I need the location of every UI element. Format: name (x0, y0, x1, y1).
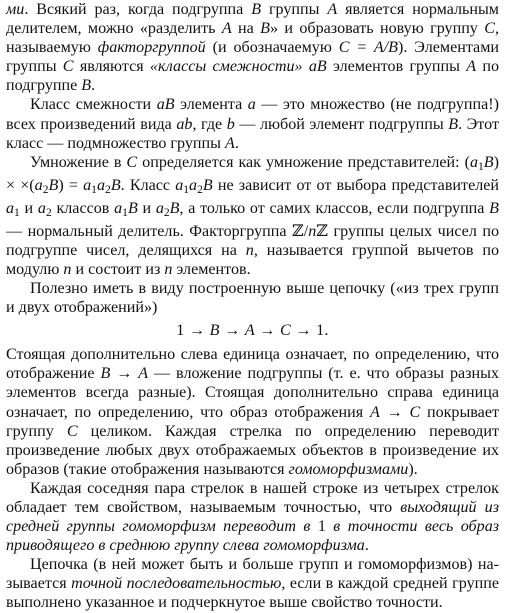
body-text: не зависит от от выбора представителей (212, 176, 499, 194)
body-text: . Класс (120, 176, 176, 194)
body-text: элементов группы (326, 58, 467, 76)
paragraph-p5 (6, 345, 499, 479)
body-text: — любой элемент подгруппы (234, 115, 449, 133)
math-symbol: B (48, 176, 59, 194)
body-text: по подгруппе (6, 58, 500, 95)
body-text: , а только от самих классов, если подгруппа (179, 199, 490, 217)
math-symbol: B (169, 199, 180, 217)
paragraph-p4 (6, 279, 499, 317)
paragraph-p7 (6, 555, 499, 612)
math-symbol: B (448, 115, 459, 133)
body-text: 1 (310, 518, 334, 536)
subscript: 2 (197, 182, 203, 196)
body-text: Каждая соседняя пара стрелок в нашей строке из четырех стрелок обладает тем свойством, называемым точностью, что (6, 479, 499, 517)
body-text: являются (73, 58, 150, 76)
emphasis-text: выходящий из средней группы гомоморфизм переводит в (6, 499, 499, 536)
subscript: 1 (478, 159, 484, 173)
math-symbol: aB (156, 96, 175, 114)
body-text: элемента (174, 96, 248, 114)
math-symbol: C (409, 403, 421, 421)
body-text: на (231, 20, 261, 38)
math-symbol: n (63, 260, 72, 278)
subscript: 2 (163, 205, 170, 219)
body-text: . Этот класс — подмножество группы (6, 115, 499, 152)
math-symbol: a (37, 199, 46, 217)
body-text: , где (192, 115, 227, 133)
emphasis-text: факторгруппой (97, 39, 206, 57)
math-symbol: a (83, 176, 92, 194)
math-symbol: B (209, 322, 220, 340)
math-symbol: A (221, 20, 232, 38)
body-text: 1 → (176, 322, 210, 340)
math-symbol: a (6, 199, 15, 217)
math-symbol: C (484, 20, 495, 38)
math-symbol: B (100, 365, 111, 383)
math-symbol: B (81, 77, 92, 95)
math-symbol: A (138, 365, 149, 383)
emphasis-text: точной последовательностью (71, 575, 282, 593)
math-symbol: B (251, 1, 262, 18)
math-symbol: B (127, 199, 138, 217)
math-symbol: C (280, 322, 292, 340)
math-symbol: a (189, 176, 198, 194)
subscript: 1 (122, 205, 128, 219)
paragraph-p3 (6, 153, 499, 279)
paragraph-p2 (6, 95, 499, 152)
body-text: , называется группой вычетов по модулю (6, 241, 500, 278)
math-symbol: a (247, 96, 256, 114)
body-text: — нормальный делитель. Факторгруппа ℤ/ (6, 222, 309, 240)
formula-chain (6, 321, 499, 340)
body-text: . (234, 134, 239, 152)
body-text: Полезно иметь в виду построенную выше цепочку («из трех групп и двух отображений») (6, 279, 499, 317)
math-symbol: b (226, 115, 235, 133)
emphasis-text: ми (6, 1, 25, 18)
math-symbol: C (126, 153, 138, 171)
body-text: элементов. (172, 260, 251, 278)
math-symbol: n (308, 222, 317, 240)
math-symbol: B (260, 20, 271, 38)
body-text: — вложение подгруппы (т. е. что образы разных элементов всегда разные). Стоящая дополнительно справа единица означает, по определению, что образ отображения (6, 365, 499, 421)
body-text: (и обозначаемую (205, 39, 339, 57)
math-symbol: B (202, 176, 213, 194)
body-text: Класс смежности (30, 96, 157, 114)
body-text: , если в каждой средней группе выполнено указанное и подчеркнутое выше свойство точности. (6, 575, 499, 612)
paragraph-p6 (6, 479, 499, 555)
body-text: Цепочка (в ней может быть и больше групп и гомоморфизмов) называется (6, 556, 499, 593)
emphasis-text: гомоморфизмами (288, 460, 409, 478)
math-symbol: a (175, 176, 184, 194)
body-text: . (364, 537, 369, 555)
body-text: покрывает группу (6, 403, 500, 440)
math-symbol: a (34, 176, 43, 194)
body-text: определяется как умножение представителей: ( (137, 153, 470, 171)
body-text: → (219, 322, 245, 340)
body-text: ). Элементами группы (6, 39, 499, 76)
math-symbol: n (245, 241, 254, 259)
body-text: → 1. (291, 322, 329, 340)
body-text: целиком. Каждая стрелка по определению переводит произведение любых двух отображаемых объектов в произведение их образов (такие отображения называются (6, 422, 499, 478)
body-text: , называемую (6, 20, 499, 57)
math-symbol: aB (308, 58, 327, 76)
body-text: и состоит из (71, 260, 165, 278)
subscript: 1 (183, 182, 190, 196)
body-text: → (379, 403, 410, 421)
subscript: 2 (105, 182, 111, 196)
body-text: — это множество (не подгруппа!) всех произведений вида (6, 96, 499, 133)
subscript: 1 (14, 205, 20, 219)
body-text: → (110, 365, 139, 383)
math-symbol: C (66, 422, 78, 440)
paragraph-p1 (6, 0, 499, 95)
body-text: группы (261, 1, 328, 18)
body-text: » и образовать новую группу (270, 20, 485, 38)
math-symbol: B (489, 199, 499, 217)
math-symbol: a (469, 153, 478, 171)
subscript: 2 (45, 205, 52, 219)
math-symbol: A (224, 134, 235, 152)
body-text: ) = (58, 176, 84, 194)
body-text: ) × ×( (6, 153, 499, 194)
body-text: классов (51, 199, 115, 217)
emphasis-text: в точности весь образ приводящего в среднюю группу слева гомоморфизма (6, 518, 500, 555)
body-text: → (254, 322, 280, 340)
math-symbol: a (114, 199, 123, 217)
body-text: Умножение в (30, 153, 127, 171)
math-symbol: A (244, 322, 255, 340)
body-text: и (19, 199, 38, 217)
body-text: . Всякий раз, когда подгруппа (24, 1, 252, 18)
math-symbol: ab (176, 115, 193, 133)
math-symbol: A (466, 58, 477, 76)
subscript: 2 (42, 182, 49, 196)
body-text: является нормальным делителем, можно «разделить (6, 1, 499, 38)
math-symbol: C (62, 58, 74, 76)
math-symbol: B (483, 153, 494, 171)
body-text: Стоящая дополнительно слева единица означает, по определению, что отображение (6, 346, 499, 383)
math-symbol: a (155, 199, 164, 217)
body-text: и (137, 199, 156, 217)
math-symbol: B (110, 176, 121, 194)
math-symbol: A (369, 403, 380, 421)
math-symbol: C = A/B (338, 39, 399, 57)
subscript: 1 (91, 182, 97, 196)
body-text: . (91, 77, 96, 95)
emphasis-text: «классы смежности» (149, 58, 303, 76)
math-symbol: a (96, 176, 106, 194)
math-symbol: A (327, 1, 338, 18)
math-symbol: n (164, 260, 173, 278)
body-text: ℤ группы целых чисел по подгруппе чисел, делящихся на (6, 222, 499, 259)
body-text: ). (408, 460, 418, 478)
